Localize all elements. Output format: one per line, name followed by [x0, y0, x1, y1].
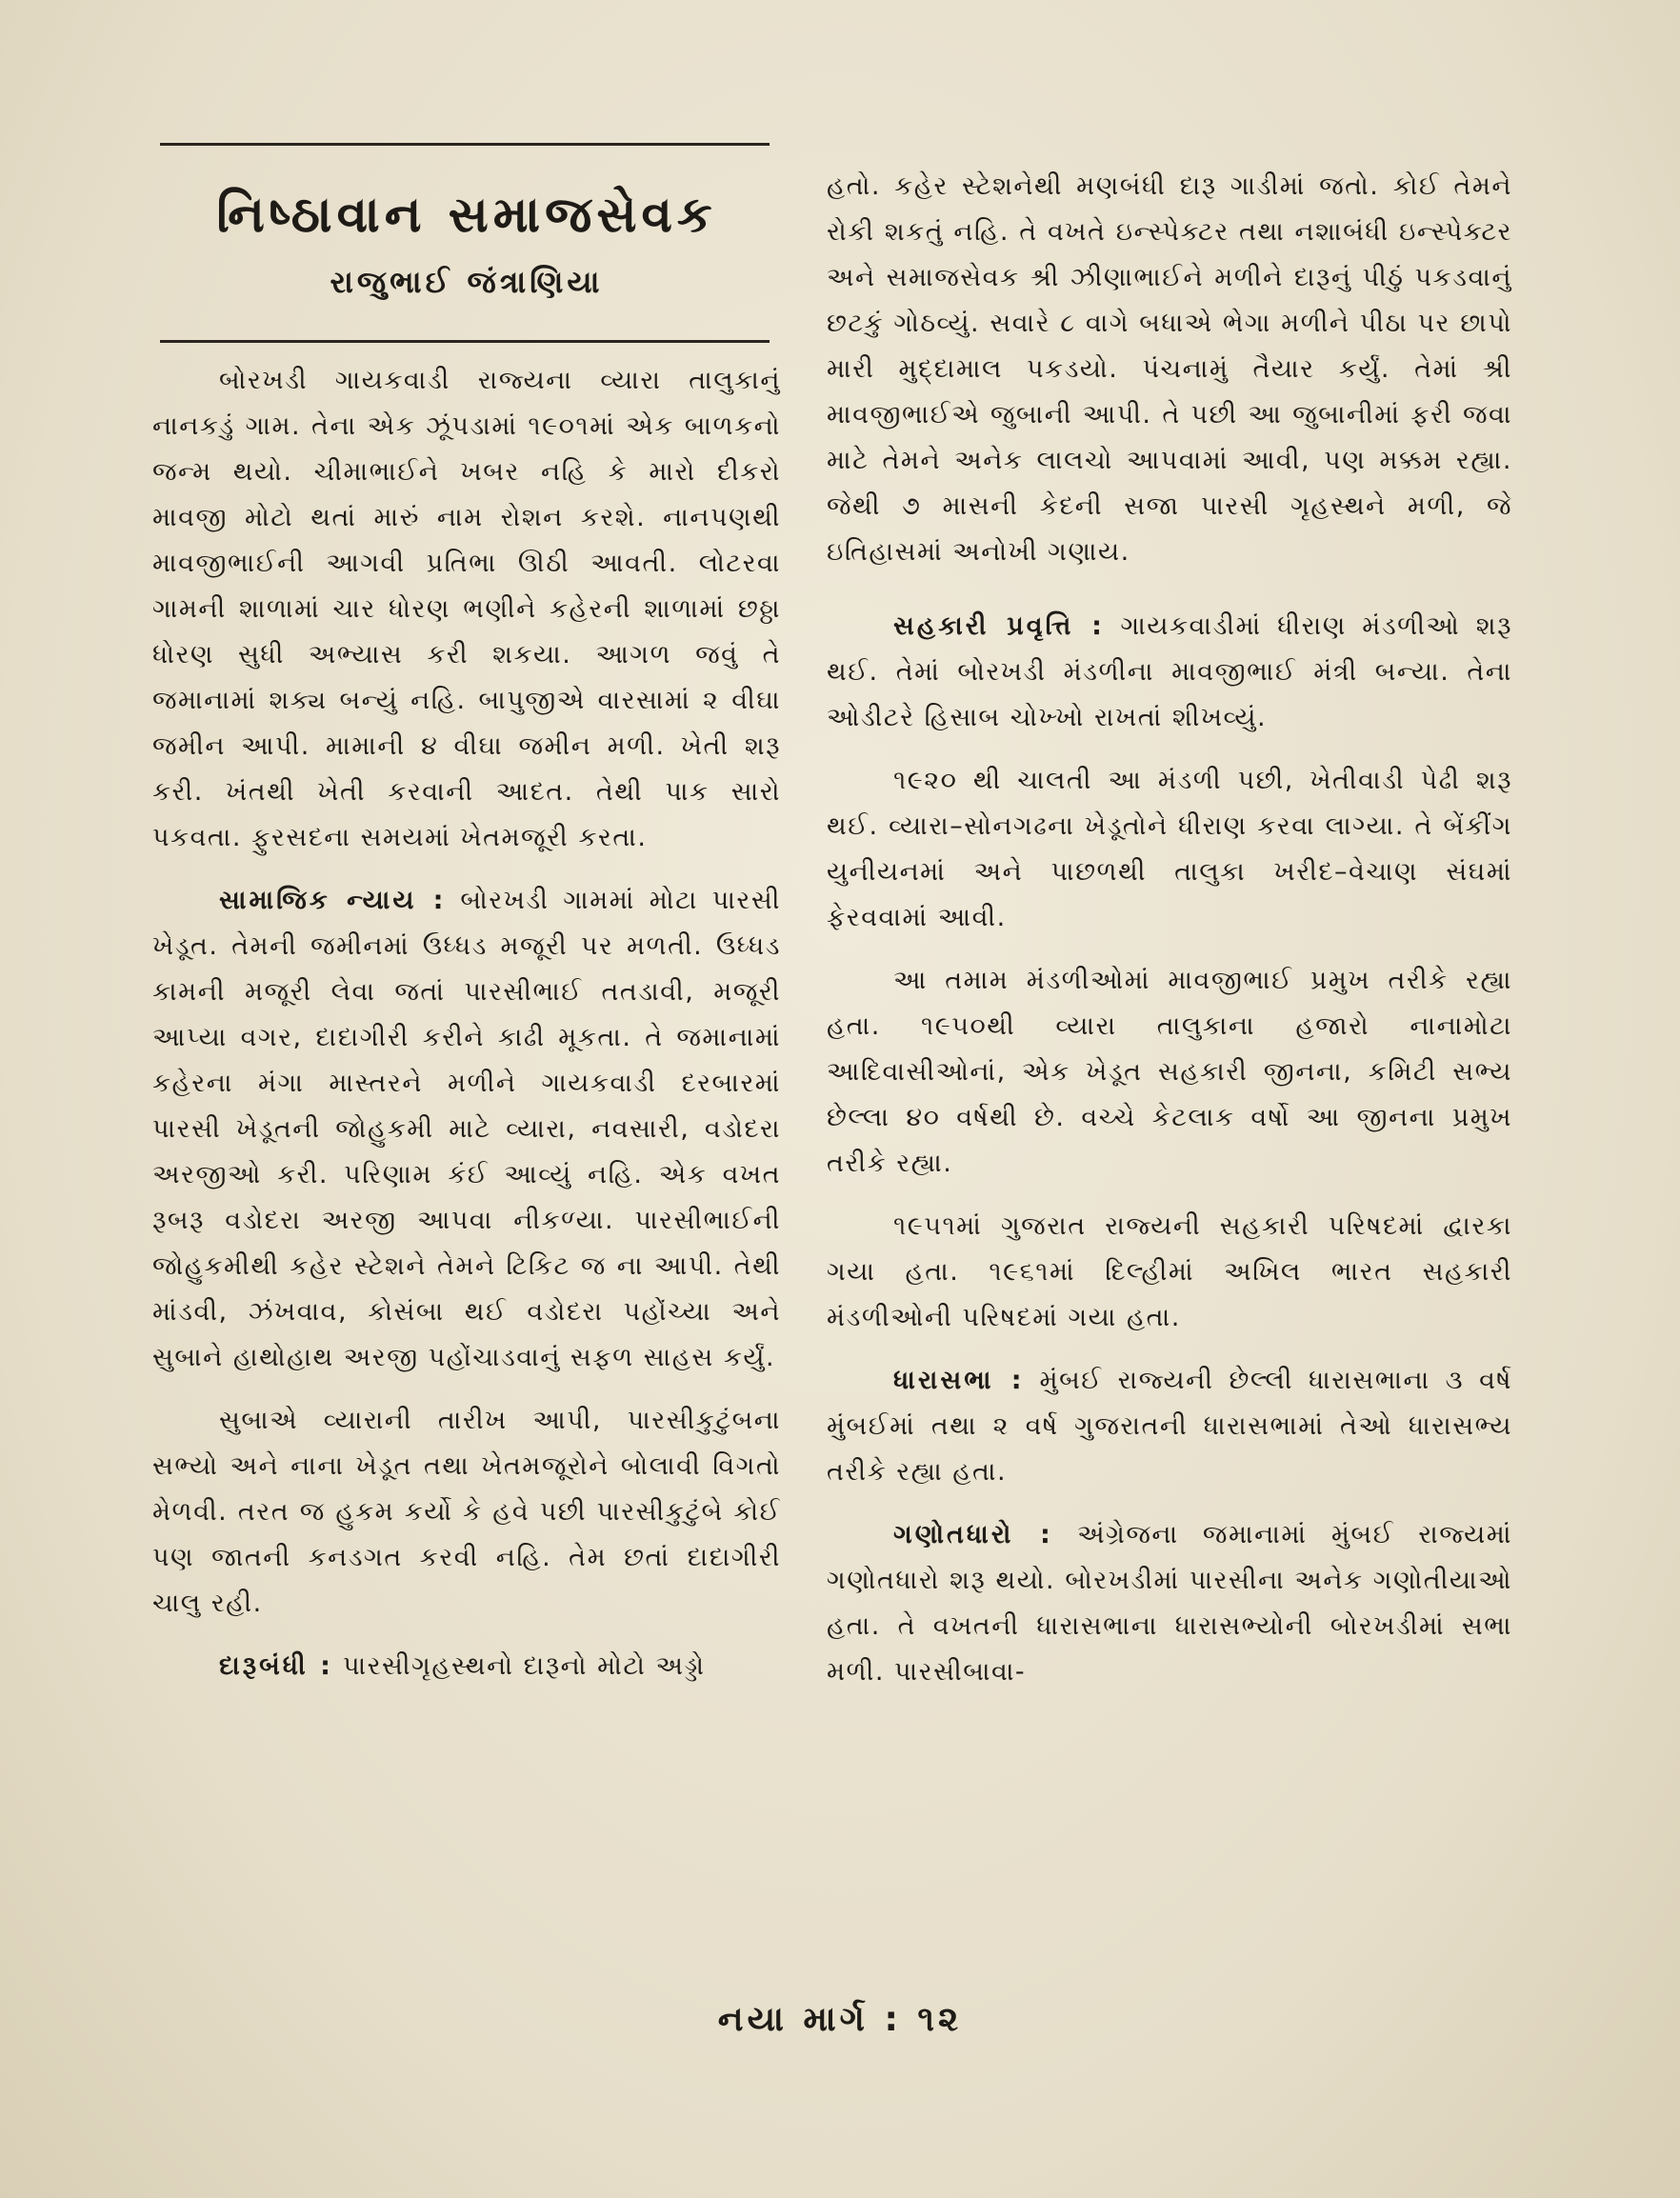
paragraph-1951: ૧૯૫૧માં ગુજરાત રાજ્યની સહકારી પરિષદમાં દ્વારકા ગયા હતા. ૧૯૬૧માં દિલ્હીમાં અખિલ ભારત સહકારી મંડળીઓની પરિષદમાં ગયા હતા.: [827, 1211, 1512, 1332]
assembly-heading: ધારાસભા :: [893, 1366, 1025, 1395]
leaders-paragraph: આ તમામ મંડળીઓમાં માવજીભાઈ પ્રમુખ તરીકે રહ્યા હતા. ૧૯૫૦થી વ્યારા તાલુકાના હજારો નાનામોટા આદિવાસીઓનાં, એક ખેડૂત સહકારી જીનના, કમિટી સભ્ય છેલ્લા ૪૦ વર્ષથી છે. વચ્ચે કેટલાક વર્ષો આ જીનના પ્રમુખ તરીકે રહ્યા.: [827, 966, 1512, 1178]
assembly-text: મુંબઈ રાજ્યની છેલ્લી ધારાસભાના ૩ વર્ષ મુંબઈમાં તથા ૨ વર્ષ ગુજરાતની ધારાસભામાં તેઓ ધારાસભ્ય તરીકે રહ્યા હતા.: [827, 1366, 1512, 1487]
tenancy-text: અંગ્રેજના જમાનામાં મુંબઈ રાજ્યમાં ગણોતધારો શરૂ થયો. બોરખડીમાં પારસીના અનેક ગણોતીયાઓ હતા. તે વખતની ધારાસભાના ધારાસભ્યોની બોરખડીમાં સભા મળી. પારસીબાવા-: [827, 1520, 1512, 1687]
prohibition-heading: દારૂબંધી :: [219, 1651, 333, 1681]
tenancy-paragraph: [827, 1512, 1512, 1695]
article-author: રાજુભાઈ જંત્રાણિયા: [330, 264, 604, 300]
page-footer: નયા માર્ગ : ૧૨: [717, 2000, 963, 2039]
assembly-paragraph: [827, 1358, 1512, 1495]
social-justice-heading: સામાજિક ન્યાય :: [219, 886, 447, 915]
continuation-paragraph: હતો. કહેર સ્ટેશનેથી મણબંધી દારૂ ગાડીમાં જતો. કોઈ તેમને રોકી શકતું નહિ. તે વખતે ઇન્સ્પેક્ટર તથા નશાબંધી ઇન્સ્પેક્ટર અને સમાજસેવક શ્રી ઝીણાભાઈને મળીને દારૂનું પીઠું પકડવાનું છટકું ગોઠવ્યું. સવારે ૮ વાગે બધાએ ભેગા મળીને પીઠા પર છાપો મારી મુદ્દામાલ પકડયો. પંચનામું તૈયાર કર્યું. તેમાં શ્રી માવજીભાઈએ જુબાની આપી. તે પછી આ જુબાનીમાં ફરી જવા માટે તેમને અનેક લાલચો આપવામાં આવી, પણ મક્કમ રહ્યા. જેથી ૭ માસની કેદની સજા પારસી ગૃહસ્થને મળી, જે ઇતિહાસમાં અનોખી ગણાય.: [827, 171, 1512, 567]
paragraph-1920: ૧૯૨૦ થી ચાલતી આ મંડળી પછી, ખેતીવાડી પેઢી શરૂ થઈ. વ્યારા–સોનગઢના ખેડૂતોને ધીરાણ કરવા લાગ્યા. તે બેંકીંગ યુનીયનમાં અને પાછળથી તાલુકા ખરીદ–વેચાણ સંઘમાં ફેરવવામાં આવી.: [827, 766, 1512, 932]
article-title: નિષ્ઠાવાન સમાજસેવક: [216, 186, 717, 244]
prohibition-text: પારસીગૃહસ્થનો દારૂનો મોટો અડ્ડો: [332, 1651, 706, 1681]
social-justice-paragraph: [152, 878, 781, 1381]
right-column: [827, 164, 1512, 1695]
cooperative-text: ગાયકવાડીમાં ધીરાણ મંડળીઓ શરૂ થઈ. તેમાં બોરખડી મંડળીના માવજીભાઈ મંત્રી બન્યા. તેના ઓડીટરે હિસાબ ચોખ્ખો રાખતાં શીખવ્યું.: [827, 611, 1512, 732]
cooperative-heading: સહકારી પ્રવૃત્તિ :: [893, 611, 1105, 641]
social-justice-text: બોરખડી ગામમાં મોટા પારસી ખેડૂત. તેમની જમીનમાં ઉધ્ધડ મજૂરી પર મળતી. ઉધ્ધડ કામની મજૂરી લેવા જતાં પારસીભાઈ તતડાવી, મજૂરી આપ્યા વગર, દાદાગીરી કરીને કાઢી મૂકતા. તે જમાનામાં કહેરના મંગા માસ્તરને મળીને ગાયકવાડી દરબારમાં પારસી ખેડૂતની જોહુકમી માટે વ્યારા, નવસારી, વડોદરા અરજીઓ કરી. પરિણામ કંઈ આવ્યું નહિ. એક વખત રૂબરૂ વડોદરા અરજી આપવા નીકળ્યા. પારસીભાઈની જોહુકમીથી કહેર સ્ટેશને તેમને ટિકિટ જ ના આપી. તેથી માંડવી, ઝંખવાવ, કોસંબા થઈ વડોદરા પહોંચ્યા અને સુબાને હાથોહાથ અરજી પહોંચાડવાનું સફળ સાહસ કર્યું.: [152, 886, 781, 1372]
intro-paragraph: બોરખડી ગાયકવાડી રાજ્યના વ્યારા તાલુકાનું નાનકડું ગામ. તેના એક ઝૂંપડામાં ૧૯૦૧માં એક બાળકનો જન્મ થયો. ચીમાભાઈને ખબર નહિ કે મારો દીકરો માવજી મોટો થતાં મારું નામ રોશન કરશે. નાનપણથી માવજીભાઈની આગવી પ્રતિભા ઊઠી આવતી. લોટરવા ગામની શાળામાં ચાર ધોરણ ભણીને કહેરની શાળામાં છઠ્ઠા ધોરણ સુધી અભ્યાસ કરી શકયા. આગળ જવું તે જમાનામાં શક્ય બન્યું નહિ. બાપુજીએ વારસામાં ૨ વીઘા જમીન આપી. મામાની ૪ વીઘા જમીન મળી. ખેતી શરૂ કરી. ખંતથી ખેતી કરવાની આદત. તેથી પાક સારો પકવતા. ફુરસદના સમયમાં ખેતમજૂરી કરતા.: [152, 366, 781, 852]
bottom-rule: [160, 340, 770, 343]
subah-paragraph: સુબાએ વ્યારાની તારીખ આપી, પારસીકુટુંબના સભ્યો અને નાના ખેડૂત તથા ખેતમજૂરોને બોલાવી વિગતો મેળવી. તરત જ હુકમ કર્યો કે હવે પછી પારસીકુટુંબે કોઈ પણ જાતની કનડગત કરવી નહિ. તેમ છતાં દાદાગીરી ચાલુ રહી.: [152, 1406, 781, 1618]
tenancy-heading: ગણોતધારો :: [893, 1520, 1053, 1549]
prohibition-paragraph: [152, 1644, 781, 1689]
cooperative-paragraph: [827, 604, 1512, 741]
left-column: [152, 143, 781, 1689]
top-rule: [160, 143, 770, 146]
